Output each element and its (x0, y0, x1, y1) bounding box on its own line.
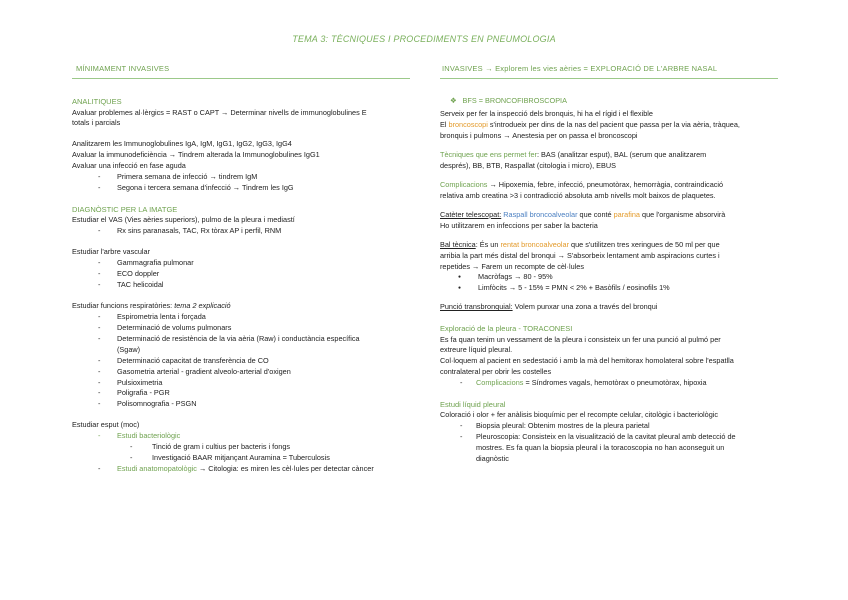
list-item: - Determinació capacitat de transferència de CO (72, 356, 410, 367)
text-fragment: que s'utilitzen tres xeringues de 50 ml per que (569, 239, 720, 249)
text-line: Estudiar l'arbre vascular (72, 247, 151, 257)
text-line: Serveix per fer la inspecció dels bronquis, hi ha el rígid i el flexible (440, 109, 653, 119)
bal-list (440, 272, 778, 294)
list-item: - Gasometria arterial - gradient alveolo-arterial d'oxigen (72, 367, 410, 378)
vascular-list (72, 258, 410, 291)
text-fragment: Punció transbronquial: (440, 302, 513, 312)
heading-diagnostic-imatge: DIAGNÒSTIC PER LA IMATGE (72, 205, 178, 215)
bfs-title (440, 96, 778, 107)
text-fragment: que conté (577, 209, 614, 219)
list-item: - Primera semana de infecció → tindrem IgM (72, 172, 410, 183)
heading-pleura: Exploració de la pleura - TORACONESI (440, 324, 573, 334)
text-fragment: que l'organisme absorvirà (640, 209, 726, 219)
text-line: Estudiar el VAS (Vies aèries superiors), pulmo de la pleura i mediastí (72, 215, 295, 225)
list-item: - Gammagrafia pulmonar (72, 258, 410, 269)
list-item: ● Macròfags → 80 - 95% (440, 272, 778, 283)
list-item: - Determinació de resistència de la via aèria (Raw) i conductància específica (72, 334, 410, 345)
vas-list (72, 226, 410, 237)
text-fragment: Raspall broncoalveolar (501, 209, 578, 219)
list-item (72, 464, 410, 475)
text-fragment: Complicacions (440, 179, 488, 189)
text-fragment: broncoscopi (448, 120, 488, 130)
text-line: Ho utilitzarem en infeccions per saber la bacteria (440, 220, 598, 230)
text-fragment: : BAS (analitzar esput), BAL (serum que analitzarem (536, 150, 707, 159)
text-fragment: → Citologia: es miren les cèl·lules per detectar càncer (196, 464, 374, 474)
list-item (440, 378, 778, 389)
text-fragment: → Hipoxemia, febre, infecció, pneumotòrax, hemorràgia, contraindicació (487, 179, 724, 189)
pleura-list (440, 378, 778, 389)
text-line: Col·loquem al pacient en sedestació i amb la mà del hemitorax homolateral sobre l'espatlla (440, 356, 734, 366)
list-item: - Estudi bacteriològic (72, 431, 410, 442)
text-line: bronquis i pulmons → Anestesia per on passa el broncoscopi (440, 131, 638, 141)
text-fragment: Estudi anatomopatològic (117, 464, 197, 474)
text-line (440, 302, 778, 313)
text-fragment: parafina (613, 209, 640, 219)
list-item: - Biopsia pleural: Obtenim mostres de la pleura parietal (440, 421, 778, 432)
section-header-minimally-invasive: MÍNIMAMENT INVASIVES (72, 63, 410, 79)
text-line (72, 301, 410, 312)
list-item-continuation: mostres. Es fa quan la biopsia pleural i la toracoscopia no han aconseguit un (476, 443, 725, 453)
sputum-list (72, 431, 410, 475)
list-item: - Investigació BAAR mitjançant Auramina = Tuberculosis (72, 453, 410, 464)
text-fragment: tema 2 explicació (174, 300, 231, 310)
heading-liquid-pleural: Estudi líquid pleural (440, 400, 506, 410)
list-item: - Espirometria lenta i forçada (72, 312, 410, 323)
diamond-bullet-icon: ❖ (450, 96, 457, 106)
text-line: Coloració i olor + fer anàlisis bioquímic per el recompte celular, citològic i bacteriològic (440, 410, 719, 420)
list-item: - ECO doppler (72, 269, 410, 280)
page-title: TEMA 3: TÈCNIQUES I PROCEDIMENTS EN PNEUMOLOGIA (292, 34, 556, 44)
text-fragment: BFS = BRONCOFIBROSCOPIA (462, 96, 567, 106)
text-line: contralateral per obrir les costelles (440, 367, 552, 377)
list-item: - Determinació de volums pulmonars (72, 323, 410, 334)
list-item: ● Limfòcits → 5 - 15% = PMN < 2% + Basòfils / eosinofils 1% (440, 283, 778, 294)
text-line (440, 240, 778, 251)
text-fragment: El (440, 120, 449, 130)
text-line: extreure líquid pleural. (440, 345, 513, 355)
text-line: repetides → Farem un recompte de cèl·lules (440, 261, 584, 271)
right-column (440, 63, 778, 465)
text-fragment: = Síndromes vagals, hemotòrax o pneumotòrax, hipoxia (523, 378, 707, 388)
list-item: - Segona i tercera semana d'infecció → Tindrem les IgG (72, 183, 410, 194)
liquid-list (440, 421, 778, 465)
list-item: - Poligrafia - PGR (72, 388, 410, 399)
text-line: Analitzarem les Immunoglobulines IgA, IgM, IgG1, IgG2, IgG3, IgG4 (72, 139, 292, 149)
respiratory-list (72, 312, 410, 410)
list-item-continuation: (Sgaw) (117, 344, 141, 354)
text-line: Estudiar esput (moc) (72, 420, 140, 430)
text-line: Avaluar la immunodeficiència → Tindrem alterada la Immunoglobulines IgG1 (72, 150, 320, 160)
text-fragment: Bal tècnica (440, 239, 476, 249)
list-item: - Pulsioximetria (72, 378, 410, 389)
text-line (440, 150, 778, 161)
text-fragment: Tècniques que ens permet fer (440, 150, 537, 159)
list-item: - Pleuroscopia: Consisteix en la visualització de la cavitat pleural amb detecció de (440, 432, 778, 443)
text-line (440, 210, 778, 221)
infection-list (72, 172, 410, 194)
text-line: Avaluar problemes al·lèrgics = RAST o CAPT → Determinar nivells de immunoglobulines E (72, 107, 367, 117)
text-fragment: Catèter telescopat: (440, 209, 502, 219)
text-fragment: Estudiar funcions respiratòries: (72, 300, 175, 310)
text-line: Avaluar una infecció en fase aguda (72, 161, 186, 171)
list-item: - TAC helicoidal (72, 280, 410, 291)
text-line: totals i parcials (72, 118, 121, 128)
list-item: - Polisomnografia - PSGN (72, 399, 410, 410)
text-fragment: Volem punxar una zona a través del bronqui (512, 302, 658, 312)
text-line: després), BB, BTB, Raspallat (citologia i micro), EBUS (440, 160, 616, 170)
text-line (440, 180, 778, 191)
list-item: - Tinció de gram i cultius per bacteris i fongs (72, 442, 410, 453)
text-line (440, 120, 778, 131)
text-fragment: : És un (475, 239, 501, 249)
text-line: Es fa quan tenim un vessament de la pleura i consisteix un fer una punció al pulmó per (440, 334, 721, 344)
list-item: - Rx sins paranasals, TAC, Rx tòrax AP i perfil, RNM (72, 226, 410, 237)
text-fragment: rentat broncoalveolar (500, 239, 570, 249)
text-line: relativa amb creatina >3 i contradicció absoluta amb nivells molt baixos de plaquetes. (440, 190, 716, 200)
text-line: arribia la part més distal del bronqui → S'absorbeix lentament amb aspiracions curtes i (440, 250, 720, 260)
section-header-invasive: INVASIVES → Explorem les vies aèries = EXPLORACIÓ DE L'ARBRE NASAL (440, 63, 778, 79)
left-column (72, 63, 410, 475)
text-fragment: s'introdueix per dins de la nas del pacient que passa per la via aèria, tràquea, (487, 120, 740, 130)
heading-analitiques: ANALITIQUES (72, 97, 122, 107)
list-item-continuation: diagnòstic (476, 454, 509, 464)
text-fragment: Complicacions (476, 378, 524, 388)
